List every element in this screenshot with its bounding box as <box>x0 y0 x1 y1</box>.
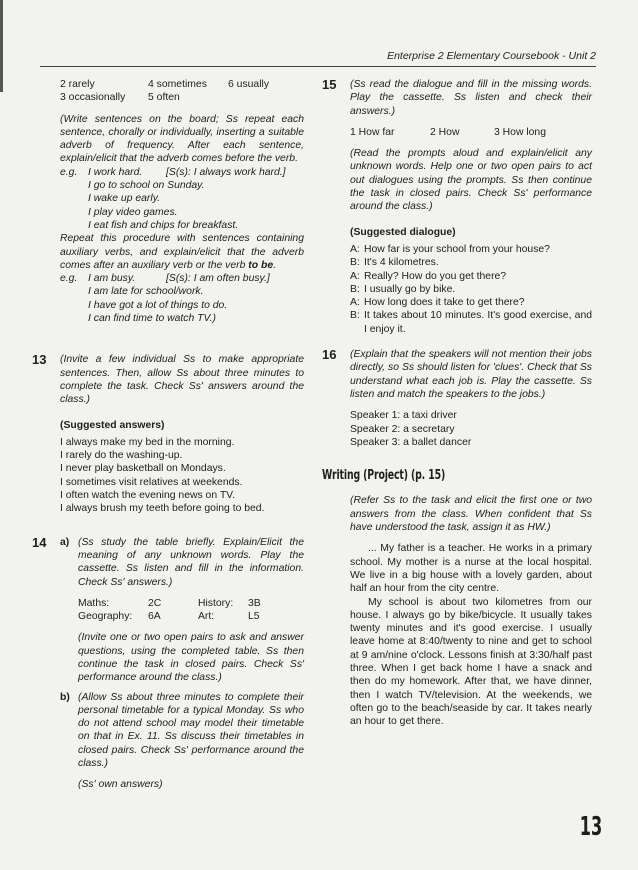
adverb-list-section <box>32 78 304 325</box>
writing-heading: Writing (Project) (p. 15) <box>322 468 446 484</box>
example-line: I eat fish and chips for breakfast. <box>88 219 239 231</box>
own-answers-note: (Ss' own answers) <box>78 779 163 791</box>
room-value: 3B <box>248 597 261 609</box>
answer-line: I always make my bed in the morning. <box>60 436 235 448</box>
room-value: 6A <box>148 611 161 623</box>
exercise-number: 13 <box>32 352 47 368</box>
instruction-text: (Invite one or two open pairs to ask and answer questions, using the completed table. Ss then continue the task in closed pairs. Check Ss' performance around the class.) <box>78 632 304 684</box>
answer-line: I always brush my teeth before going to bed. <box>60 503 265 515</box>
instruction-text: (Refer Ss to the task and elicit the first one or two answers from the class. When confident that Ss have understood the task, assign it as HW.) <box>350 495 592 534</box>
adverb-list-row-1 <box>60 78 304 91</box>
example-line: I wake up early. <box>88 193 160 205</box>
dialogue-line: B: I usually go by bike. <box>350 283 456 295</box>
model-paragraph: My school is about two kilometres from our house. I always go by bike/bicycle. It usually takes twenty minutes and it's good exercise. I usually leave home at 8:40/twenty to nine and get to school at 9 am/nine o'clock. Lessons finish at 3:30/half past three. When I get back home I have a snack and then do my homework. After that, we have dinner, then I watch TV/television. At the weekends, we often go to the beach/seaside by car. It takes nearly an hour to get there. <box>350 596 592 728</box>
instruction-text: (Ss read the dialogue and fill in the missing words. Play the cassette. Ss listen and check their answers.) <box>350 79 592 117</box>
example-line: I am late for school/work. <box>88 286 204 298</box>
instruction-text: (Ss study the table briefly. Explain/Elicit the meaning of any unknown words. Play the cassette. Ss listen and fill in the information. Check Ss' answers.) <box>78 536 304 588</box>
part-label: b) <box>60 691 70 703</box>
instruction-text: (Read the prompts aloud and explain/elicit any unknown words. Help one or two open pairs to act out dialogues using the prompts. Ss then continue the task in closed pairs. Check Ss' performance around the class.) <box>350 148 592 213</box>
answer-line: I rarely do the washing-up. <box>60 450 183 462</box>
instruction-text: Repeat this procedure with sentences containing auxiliary verbs, and explain/elicit that the adverb comes after an auxiliary verb or the verb to be. <box>60 233 304 271</box>
subject-label: Geography: <box>78 611 133 623</box>
exercise-number: 16 <box>322 347 337 363</box>
example-line: I can find time to watch TV.) <box>88 313 217 325</box>
suggested-dialogue-heading: (Suggested dialogue) <box>350 226 456 238</box>
dialogue-line: A: How long does it take to get there? <box>350 297 525 309</box>
left-column <box>32 78 304 792</box>
part-b <box>60 691 304 792</box>
answer-line: I often watch the evening news on TV. <box>60 490 236 502</box>
answer-line: I sometimes visit relatives at weekends. <box>60 476 243 488</box>
adverb-item: 2 rarely <box>60 79 95 90</box>
adverb-list-row-2 <box>60 91 304 104</box>
header-rule <box>40 66 596 67</box>
adverb-item: 3 occasionally <box>60 92 126 104</box>
margin-mark <box>0 0 3 92</box>
suggested-answers-heading: (Suggested answers) <box>60 419 165 431</box>
example-line: e.g. I work hard. [S(s): I always work hard.] <box>60 166 286 178</box>
subject-label: Maths: <box>78 597 110 609</box>
exercise-number: 14 <box>32 534 47 550</box>
instruction-text: (Invite a few individual Ss to make appropriate sentences. Then, allow Ss about three minutes to complete the task. Check Ss' answers around the class.) <box>60 354 304 406</box>
exercise-13 <box>32 353 304 515</box>
dialogue-line: B: It takes about 10 minutes. It's good exercise, and I enjoy it. <box>350 310 592 335</box>
room-value: L5 <box>248 611 260 623</box>
answer-item: 1 How far <box>350 126 395 138</box>
example-list <box>60 285 304 325</box>
answer-item: 2 How <box>430 126 460 138</box>
exercise-15 <box>322 78 592 336</box>
room-value: 2C <box>148 597 162 609</box>
answer-row <box>350 126 592 139</box>
answer-item: 3 How long <box>494 126 546 138</box>
adverb-item: 5 often <box>148 92 180 104</box>
answer-line: I never play basketball on Mondays. <box>60 463 226 475</box>
instruction-text: (Allow Ss about three minutes to complete their personal timetable for a typical Monday. Ss who do not attend school may model their timetable on that in Ex. 11. Ss discuss their timetables in closed pairs. Check Ss' performance around the class.) <box>78 691 304 770</box>
example-line: I play video games. <box>88 206 178 218</box>
model-paragraph: ... My father is a teacher. He works in a primary school. My mother is a nurse at the local hospital. We live in a big house with a lovely garden, about half an hour from the city centre. <box>350 543 592 595</box>
timetable-row <box>78 597 304 610</box>
speaker-line: Speaker 2: a secretary <box>350 423 455 435</box>
subject-label: History: <box>198 597 234 609</box>
exercise-16 <box>322 348 592 449</box>
speaker-line: Speaker 3: a ballet dancer <box>350 436 472 448</box>
exercise-14 <box>32 536 304 792</box>
right-column <box>322 78 592 728</box>
adverb-item: 6 usually <box>228 79 270 90</box>
subject-label: Art: <box>198 611 215 623</box>
dialogue-line: A: How far is your school from your house? <box>350 243 550 255</box>
timetable-row <box>78 610 304 623</box>
example-line: I have got a lot of things to do. <box>88 299 228 311</box>
dialogue-line: B: It's 4 kilometres. <box>350 257 439 269</box>
exercise-number: 15 <box>322 77 337 92</box>
example-line: e.g. I am busy. [S(s): I am often busy.] <box>60 273 270 285</box>
example-list <box>60 179 304 232</box>
part-label: a) <box>60 536 70 548</box>
adverb-item: 4 sometimes <box>148 79 207 90</box>
running-header: Enterprise 2 Elementary Coursebook - Unit 2 <box>387 50 596 62</box>
dialogue-line: A: Really? How do you get there? <box>350 270 507 282</box>
example-line: I go to school on Sunday. <box>88 180 205 192</box>
page-number: 13 <box>579 812 602 842</box>
part-a <box>60 536 304 685</box>
writing-body <box>322 494 592 728</box>
timetable <box>74 597 304 624</box>
instruction-text: (Explain that the speakers will not mention their jobs directly, so Ss should listen for 'clues'. Check that Ss understand what each job is. Play the cassette. Ss listen and match the speakers to the jobs.) <box>350 349 592 400</box>
instruction-text: (Write sentences on the board; Ss repeat each sentence, chorally or individually, inserting a suitable adverb of frequency. After each sentence, explain/elicit that the adverb comes before the verb. <box>60 113 304 165</box>
speaker-line: Speaker 1: a taxi driver <box>350 410 457 422</box>
writing-section <box>322 469 592 728</box>
